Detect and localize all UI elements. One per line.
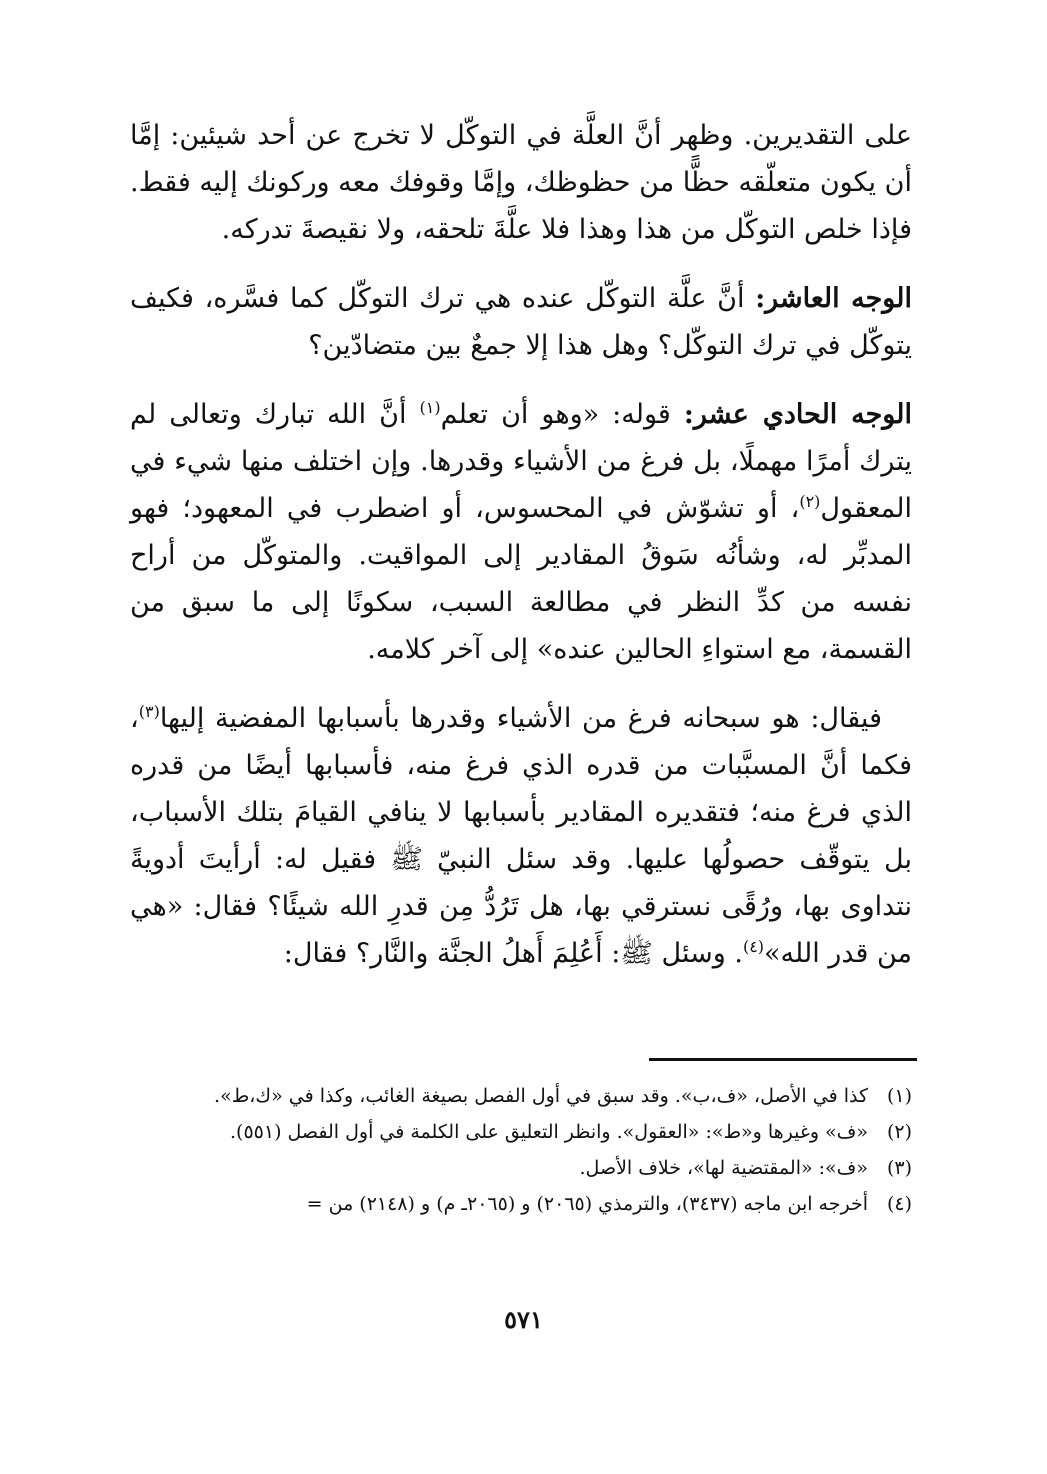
footnotes: [130, 1080, 912, 1224]
footnote-3-text: «ف»: «المقتضية لها»، خلاف الأصل.: [579, 1157, 868, 1179]
paragraph-2-text: أنَّ علَّة التوكّل عنده هي ترك التوكّل كما فسَّره، فكيف يتوكّل في ترك التوكّل؟ وهل هذا إلا جمعٌ بين متضادّين؟: [130, 283, 912, 361]
paragraph-3-text-c: ، أو تشوّش في المحسوس، أو اضطرب في المعهود؛ فهو المدبِّر له، وشأنُه سَوقُ المقادير إلى المواقيت. والمتوكّل من أراح نفسه من كدِّ النظر في مطالعة السبب، سكونًا إلى ما سبق من القسمة، مع استواءِ الحالين عنده» إلى آخر كلامه.: [130, 493, 912, 665]
footnote-2-text: «ف» وغيرها و«ط»: «العقول». وانظر التعليق على الكلمة في أول الفصل (٥٥١).: [229, 1121, 868, 1143]
footnote-4-number: (٤): [886, 1193, 912, 1215]
footnote-ref-3[interactable]: (٣): [138, 702, 160, 721]
paragraph-4: [130, 695, 912, 977]
paragraph-4-text-c: . وسئل ﷺ: أَعُلِمَ أَهلُ الجنَّة والنَّار؟ فقال:: [283, 938, 743, 969]
paragraph-2: [130, 275, 912, 369]
footnote-divider: [649, 1058, 917, 1061]
page-number: ٥٧١: [504, 1305, 543, 1334]
footnote-4: [130, 1188, 912, 1220]
paragraph-1-text: على التقديرين. وظهر أنَّ العلَّة في التوكّل لا تخرج عن أحد شيئين: إمَّا أن يكون متعلّقه حظًّا من حظوظك، وإمَّا وقوفك معه وركونك إليه فقط. فإذا خلص التوكّل من هذا وهذا فلا علَّةَ تلحقه، ولا نقيصةَ تدركه.: [130, 120, 912, 245]
main-text: [130, 112, 912, 999]
footnote-3: [130, 1152, 912, 1184]
paragraph-3: [130, 391, 912, 673]
footnote-3-number: (٣): [886, 1157, 912, 1179]
paragraph-3-text-b: أنَّ الله تبارك وتعالى لم يترك أمرًا مهملًا، بل فرغ من الأشياء وقدرها. وإن اختلف منها شيء في المعقول: [130, 399, 912, 524]
paragraph-2-heading: الوجه العاشر:: [755, 283, 912, 314]
paragraph-3-heading: الوجه الحادي عشر:: [683, 399, 912, 430]
footnote-4-text: أخرجه ابن ماجه (٣٤٣٧)، والترمذي (٢٠٦٥) و (٢٠٦٥ـ م) و (٢١٤٨) من =: [306, 1193, 868, 1215]
footnote-2-number: (٢): [886, 1121, 912, 1143]
footnote-ref-1[interactable]: (١): [419, 398, 441, 417]
paragraph-1: [130, 112, 912, 253]
paragraph-4-text-a: فيقال: هو سبحانه فرغ من الأشياء وقدرها بأسبابها المفضية إليها: [159, 703, 882, 734]
paragraph-3-text-a: قوله: «وهو أن تعلم: [440, 399, 684, 430]
footnote-1-text: كذا في الأصل، «ف،ب». وقد سبق في أول الفصل بصيغة الغائب، وكذا في «ك،ط».: [214, 1085, 868, 1107]
footnote-ref-4[interactable]: (٤): [742, 937, 765, 956]
footnote-2: [130, 1116, 912, 1148]
footnote-ref-2[interactable]: (٢): [799, 492, 821, 511]
footnote-1-number: (١): [886, 1085, 912, 1107]
paragraph-4-text-b: ، فكما أنَّ المسبَّبات من قدره الذي فرغ منه، فأسبابها أيضًا من قدره الذي فرغ منه؛ فتقديره المقادير بأسبابها لا ينافي القيامَ بتلك الأسباب، بل يتوقّف حصولُها عليها. وقد سئل النبيّ ﷺ فقيل له: أرأيتَ أدويةً نتداوى بها، ورُقًى نسترقي بها، هل تَرُدُّ مِن قدرِ الله شيئًا؟ فقال: «هي من قدر الله»: [130, 703, 912, 969]
footnote-1: [130, 1080, 912, 1112]
